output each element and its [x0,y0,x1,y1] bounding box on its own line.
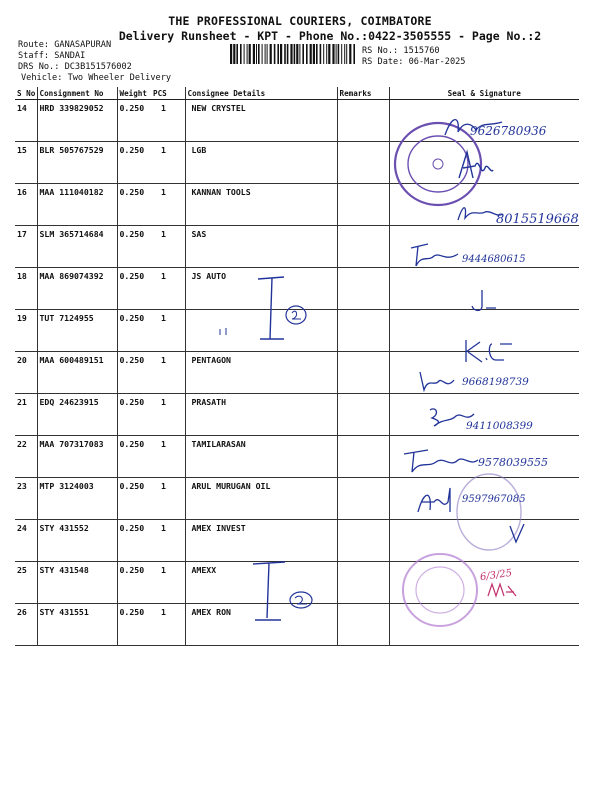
signature-25 [486,582,520,598]
col-remarks: Remarks [337,87,389,100]
barcode-bar [326,44,327,64]
cell-consignment: STY 431551 [37,604,117,646]
signature-21 [416,366,456,394]
cell-remarks [337,226,389,268]
table-header-row [15,87,579,100]
col-consignment: Consignment No [37,87,117,100]
barcode-bar [233,44,235,64]
barcode-bar [353,44,355,64]
signature-19 [468,288,498,314]
barcode-bar [253,44,255,64]
barcode-bar [277,44,279,64]
barcode-bar [236,44,238,64]
barcode-bar [344,44,345,64]
barcode-bar [296,44,298,64]
cell-weight: 0.250 [117,142,151,184]
cell-pcs: 1 [151,352,185,394]
company-title: THE PROFESSIONAL COURIERS, COIMBATORE [168,14,432,28]
route-label: Route: GANASAPURAN [18,40,112,50]
runsheet-meta [18,40,171,84]
barcode-bar [265,44,266,64]
phone-24: 9597967085 [462,494,526,505]
barcode-bar [320,44,322,64]
cell-remarks [337,268,389,310]
faded-seal-stamp [455,470,527,560]
barcode-bar [294,44,296,64]
barcode-bar [267,44,268,64]
cell-remarks [337,142,389,184]
cell-remarks [337,100,389,142]
cell-sno: 24 [15,520,37,562]
cell-sno: 23 [15,478,37,520]
cell-consignee: ARUL MURUGAN OIL [185,478,337,520]
cell-sno: 25 [15,562,37,604]
staff-label: Staff: SANDAI [18,51,86,61]
cell-pcs: 1 [151,142,185,184]
cell-weight: 0.250 [117,352,151,394]
barcode-bar [280,44,282,64]
vehicle-label: Vehicle: Two Wheeler Delivery [21,73,172,83]
barcode-bar [313,44,315,64]
cell-consignee: AMEX RON [185,604,337,646]
barcode-bar [270,44,272,64]
barcode-bar [258,44,260,64]
phone-17: 8015519668 [496,212,579,227]
signature-20 [460,336,516,366]
cell-consignment: HRD 339829052 [37,100,117,142]
barcode-bar [249,44,251,64]
cell-remarks [337,352,389,394]
col-pcs: PCS [151,87,185,100]
cell-consignment: SLM 365714684 [37,226,117,268]
cell-weight: 0.250 [117,184,151,226]
cell-weight: 0.250 [117,604,151,646]
signature-15 [455,148,495,184]
barcode-bar [316,44,318,64]
phone-22: 9411008399 [466,420,533,432]
cell-weight: 0.250 [117,436,151,478]
phone-18: 9444680615 [462,254,526,265]
barcode-bar [310,44,312,64]
cell-remarks [337,604,389,646]
rs-number: RS No.: 1515760 [362,46,440,56]
col-consignee: Consignee Details [185,87,337,100]
barcode-bar [349,44,351,64]
cell-pcs: 1 [151,226,185,268]
cell-consignee: JS AUTO [185,268,337,310]
cell-remarks [337,184,389,226]
barcode-bar [299,44,300,64]
cell-consignment: MTP 3124003 [37,478,117,520]
cell-consignment: MAA 600489151 [37,352,117,394]
cell-sno: 22 [15,436,37,478]
cell-sno: 19 [15,310,37,352]
col-sno: S No [17,88,36,98]
cell-consignment: STY 431548 [37,562,117,604]
cell-weight: 0.250 [117,268,151,310]
signature-24 [414,484,464,518]
barcode-bar [230,44,232,64]
barcode-bar [274,44,276,64]
cell-weight: 0.250 [117,520,151,562]
cell-consignment: MAA 869074392 [37,268,117,310]
cell-pcs: 1 [151,604,185,646]
cell-pcs: 1 [151,520,185,562]
cell-remarks [337,562,389,604]
cell-weight: 0.250 [117,478,151,520]
cell-consignee: PRASATH [185,394,337,436]
cell-remarks [337,520,389,562]
barcode-bar [256,44,257,64]
barcode-bar [346,44,347,64]
cell-remarks [337,436,389,478]
cell-sno: 21 [15,394,37,436]
cell-consignee: SAS [185,226,337,268]
cell-pcs: 1 [151,100,185,142]
cell-consignee: NEW CRYSTEL [185,100,337,142]
barcode-bar [244,44,245,64]
barcode-bar [290,44,292,64]
barcode-bar [323,44,324,64]
signature-26-mark [235,558,325,624]
barcode-bar [262,44,263,64]
barcode-bar [332,44,334,64]
phone-21: 9668198739 [462,376,529,388]
cell-weight: 0.250 [117,310,151,352]
cell-pcs: 1 [151,268,185,310]
cell-consignment: EDQ 24623915 [37,394,117,436]
cell-weight: 0.250 [117,226,151,268]
rs-date: RS Date: 06-Mar-2025 [362,57,466,67]
barcode-bar [341,44,342,64]
cell-consignment: STY 431552 [37,520,117,562]
cell-consignee: LGB [185,142,337,184]
cell-pcs: 1 [151,562,185,604]
cell-consignee: AMEX INVEST [185,520,337,562]
barcode-bar [328,44,330,64]
cell-pcs: 1 [151,436,185,478]
phone-14: 9626780936 [470,124,547,138]
drs-label: DRS No.: DC3B151576002 [18,62,132,72]
barcode-bar [287,44,289,64]
cell-consignee: KANNAN TOOLS [185,184,337,226]
cell-consignee: AMEXX [185,562,337,604]
seal-stamp-bottom [400,550,480,630]
cell-sno: 17 [15,226,37,268]
signature-18 [408,240,462,270]
cell-pcs: 1 [151,394,185,436]
barcode-bar [338,44,340,64]
signature-19-mark [200,275,320,345]
cell-consignee: TAMILARASAN [185,436,337,478]
barcode-bar [336,44,337,64]
col-signature: Seal & Signature [389,87,579,100]
barcode [228,44,356,70]
cell-sno: 18 [15,268,37,310]
cell-remarks [337,310,389,352]
cell-remarks [337,394,389,436]
runsheet-subtitle: Delivery Runsheet - KPT - Phone No.:0422-3505555 - Page No.:2 [118,29,542,43]
cell-consignment: MAA 111040182 [37,184,117,226]
barcode-bar [240,44,242,64]
barcode-bar [284,44,286,64]
cell-weight: 0.250 [117,562,151,604]
cell-sno: 20 [15,352,37,394]
signature-23 [400,446,480,476]
date-25: 6/3/25 [479,567,513,584]
cell-consignment: MAA 707317083 [37,436,117,478]
cell-sno: 16 [15,184,37,226]
cell-sno: 26 [15,604,37,646]
cell-remarks [337,478,389,520]
col-weight: Weight [117,87,151,100]
barcode-bar [306,44,308,64]
barcode-bar [247,44,248,64]
cell-consignment: TUT 7124955 [37,310,117,352]
cell-pcs: 1 [151,184,185,226]
barcode-bar [302,44,304,64]
cell-weight: 0.250 [117,100,151,142]
cell-pcs: 1 [151,478,185,520]
cell-sno: 14 [15,100,37,142]
signature-24-check [508,522,526,544]
cell-sno: 15 [15,142,37,184]
cell-pcs: 1 [151,310,185,352]
cell-consignee: PENTAGON [185,352,337,394]
cell-weight: 0.250 [117,394,151,436]
rs-info [362,46,465,68]
cell-consignment: BLR 505767529 [37,142,117,184]
phone-23: 9578039555 [478,456,548,469]
